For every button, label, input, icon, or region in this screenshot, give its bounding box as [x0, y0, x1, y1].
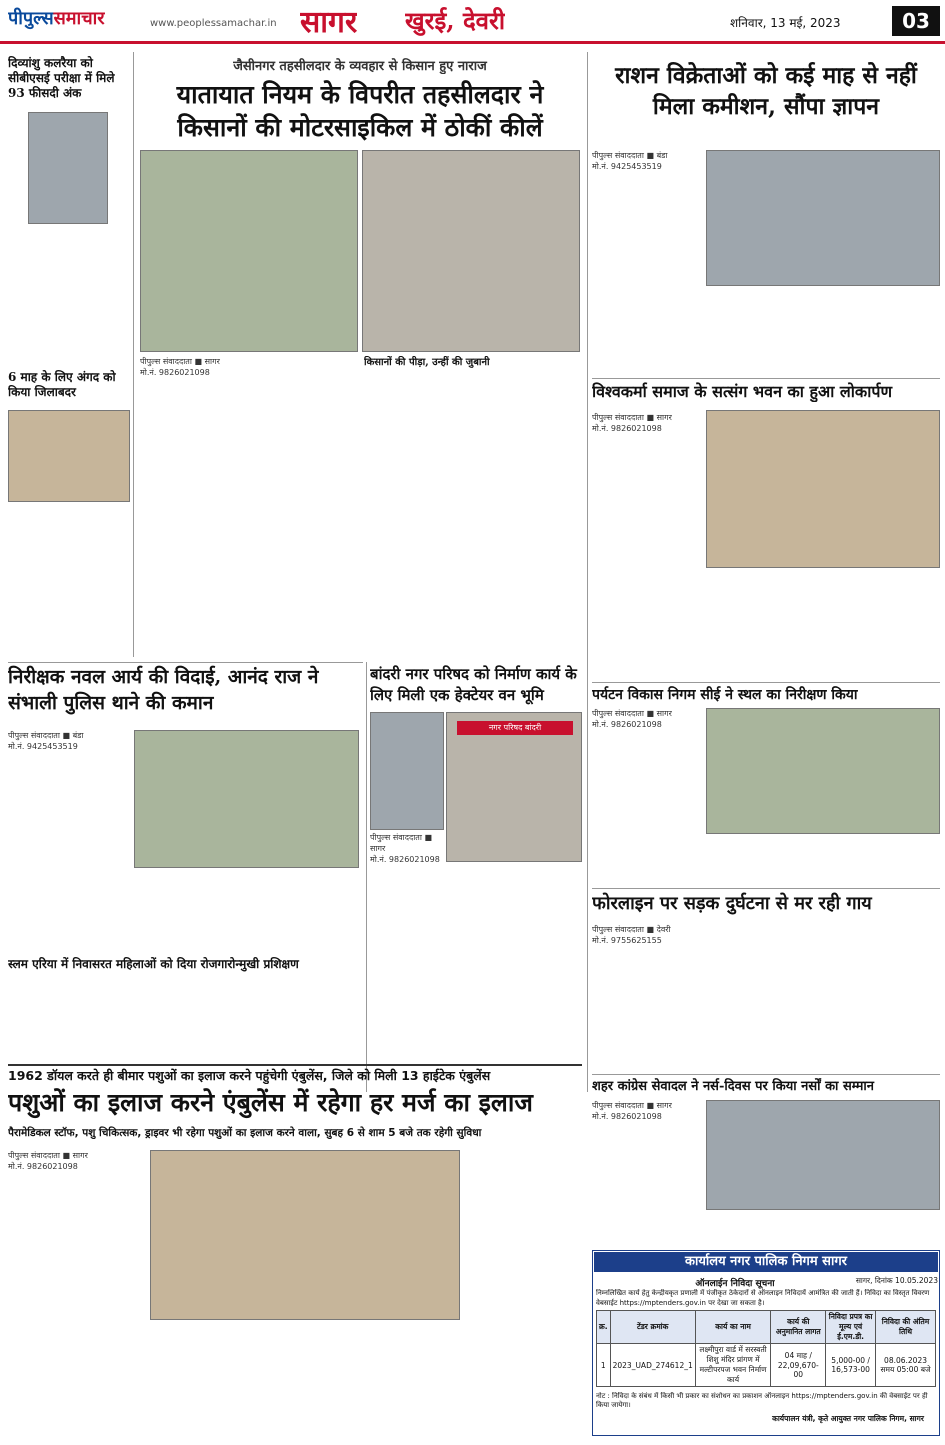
- photo-ration-memo: [706, 150, 940, 286]
- tender-cell: लक्ष्मीपुरा वार्ड में सरस्वती शिशु मंदिर प्रांगण में मल्टीपरपज भवन निर्माण कार्य: [695, 1344, 771, 1387]
- tender-cell: 2023_UAD_274612_1: [610, 1344, 695, 1387]
- section-divider: [8, 1064, 582, 1066]
- lead-caption2: किसानों की पीड़ा, उन्हीं की जुबानी: [364, 357, 490, 368]
- table-row: [597, 1344, 936, 1387]
- congress-byline: पीपुल्स संवाददाता ■ सागर मो.नं. 9826021098: [592, 1101, 672, 1121]
- site-url: www.peoplessamachar.in: [150, 18, 277, 29]
- ambulance-kicker: 1962 डॉयल करते ही बीमार पशुओं का इलाज करने पहुंचेगी एंबुलेंस, जिले को मिली 13 हाईटेक एंबुलेंस: [8, 1068, 491, 1083]
- section-divider: [592, 378, 940, 379]
- lead-headline: यातायात नियम के विपरीत तहसीलदार ने किसानों की मोटरसाइकिल में ठोकीं कीलें: [176, 80, 544, 142]
- tender-col-header: निविदा प्रपत्र का मूल्य एवं ई.एम.डी.: [826, 1311, 876, 1344]
- photo-official: [370, 712, 444, 830]
- headline-angad: 6 माह के लिए अंगद को किया जिलाबदर: [8, 370, 116, 399]
- photo-accused: [8, 410, 130, 502]
- edition-city: सागर: [300, 5, 358, 40]
- photo-police-farewell: [134, 730, 359, 868]
- tender-cell: 08.06.2023 समय 05:00 बजे: [876, 1344, 936, 1387]
- police-byline: पीपुल्स संवाददाता ■ बंडा मो.नं. 9425453519: [8, 731, 84, 751]
- photo-ambulances: [150, 1150, 460, 1320]
- vishwakarma-byline: पीपुल्स संवाददाता ■ सागर मो.नं. 9826021098: [592, 413, 672, 433]
- page-number: 03: [892, 6, 940, 36]
- tender-cell: 1: [597, 1344, 611, 1387]
- tourism-headline: पर्यटन विकास निगम सीई ने स्थल का निरीक्षण किया: [592, 687, 858, 703]
- ambulance-byline: पीपुल्स संवाददाता ■ सागर मो.नं. 9826021098: [8, 1151, 88, 1171]
- section-divider: [592, 888, 940, 889]
- fourlane-headline: फोरलाइन पर सड़क दुर्घटना से मर रही गाय: [592, 893, 872, 914]
- tender-date: सागर, दिनांक 10.05.2023: [855, 1276, 938, 1285]
- section-divider: [8, 662, 363, 663]
- photo-nurses-honour: [706, 1100, 940, 1210]
- tender-table-wrap: [596, 1310, 936, 1387]
- tender-cell: 5,000-00 / 16,573-00: [826, 1344, 876, 1387]
- edition-subcity: खुरई, देवरी: [405, 6, 506, 35]
- column-divider: [133, 52, 134, 657]
- tender-note: नोट : निविदा के संबंध में किसी भी प्रकार का संशोधन का प्रकाशन ऑनलाइन https://mptenders.gov.in की वेबसाईट पर ही किया जायेगा।: [596, 1392, 928, 1409]
- lead-byline: पीपुल्स संवाददाता ■ सागर मो.नं. 9826021098: [140, 357, 220, 377]
- tender-col-header: कार्य का नाम: [695, 1311, 771, 1344]
- congress-headline: शहर कांग्रेस सेवादल ने नर्स-दिवस पर किया नर्सों का सम्मान: [592, 1079, 874, 1094]
- fourlane-byline: पीपुल्स संवाददाता ■ देवरी मो.नं. 9755625155: [592, 925, 671, 945]
- column-divider: [587, 52, 588, 1092]
- photo-site-inspection: [706, 708, 940, 834]
- tender-col-header: क्र.: [597, 1311, 611, 1344]
- photo-bhavan-inauguration: [706, 410, 940, 568]
- police-headline: निरीक्षक नवल आर्य की विदाई, आनंद राज ने संभाली पुलिस थाने की कमान: [8, 666, 319, 714]
- ration-headline: राशन विक्रेताओं को कई माह से नहीं मिला कमीशन, सौंपा ज्ञापन: [615, 62, 917, 120]
- issue-date: शनिवार, 13 मई, 2023: [730, 16, 841, 30]
- gate-sign: नगर परिषद बांदरी: [457, 721, 573, 735]
- brand-logo: पीपुल्ससमाचार: [8, 8, 105, 29]
- tender-office: कार्यालय नगर पालिक निगम सागर: [594, 1252, 938, 1272]
- tender-cell: 04 माह / 22,09,670-00: [771, 1344, 826, 1387]
- bandri-headline: बांदरी नगर परिषद को निर्माण कार्य के लिए मिली एक हेक्टेयर वन भूमि: [370, 665, 577, 704]
- lead-kicker: जैसीनगर तहसीलदार के व्यवहार से किसान हुए नाराज: [233, 59, 487, 74]
- photo-farmers: [140, 150, 358, 352]
- tourism-byline: पीपुल्स संवाददाता ■ सागर मो.नं. 9826021098: [592, 709, 672, 729]
- bandri-byline: पीपुल्स संवाददाता ■ सागर मो.नं. 9826021098: [370, 833, 440, 864]
- vishwakarma-headline: विश्वकर्मा समाज के सत्संग भवन का हुआ लोकार्पण: [592, 382, 893, 401]
- slum-headline: स्लम एरिया में निवासरत महिलाओं को दिया रोजगारोन्मुखी प्रशिक्षण: [8, 957, 299, 971]
- photo-road-gate: [446, 712, 582, 862]
- photo-student: [28, 112, 108, 224]
- section-divider: [592, 682, 940, 683]
- section-divider: [592, 1074, 940, 1075]
- column-divider: [366, 662, 367, 1092]
- tender-col-header: टेंडर क्रमांक: [610, 1311, 695, 1344]
- photo-motorcycle: [362, 150, 580, 352]
- headline-divyanshu: दिव्यांशु कलरैया को सीबीएसई परीक्षा में मिले 93 फीसदी अंक: [8, 56, 115, 100]
- tender-table: [596, 1310, 936, 1387]
- tender-signatory: कार्यपालन यंत्री, कृते आयुक्त नगर पालिक निगम, सागर: [772, 1414, 924, 1423]
- ambulance-deck: पैरामेडिकल स्टॉफ, पशु चिकित्सक, ड्राइवर भी रहेगा पशुओं का इलाज करने वाला, सुबह 6 से शाम 5 बजे तक रहेगी सुविधा: [8, 1127, 482, 1139]
- tender-intro: निम्नलिखित कार्य हेतु केन्द्रीयकृत प्रणाली में पंजीकृत ठेकेदारों से ऑनलाइन निविदायें आमंत्रित की जाती हैं। निविदा का विस्तृत विवरण वेबसाईट https://mptenders.gov.in पर देखा जा सकता है।: [596, 1289, 930, 1307]
- ambulance-headline: पशुओं का इलाज करने एंबुलेंस में रहेगा हर मर्ज का इलाज: [8, 1088, 533, 1117]
- tender-col-header: कार्य की अनुमानित लागत: [771, 1311, 826, 1344]
- tender-col-header: निविदा की अंतिम तिथि: [876, 1311, 936, 1344]
- tender-title: ऑनलाईन निविदा सूचना: [695, 1279, 775, 1289]
- ration-byline: पीपुल्स संवाददाता ■ बंडा मो.नं. 9425453519: [592, 151, 668, 171]
